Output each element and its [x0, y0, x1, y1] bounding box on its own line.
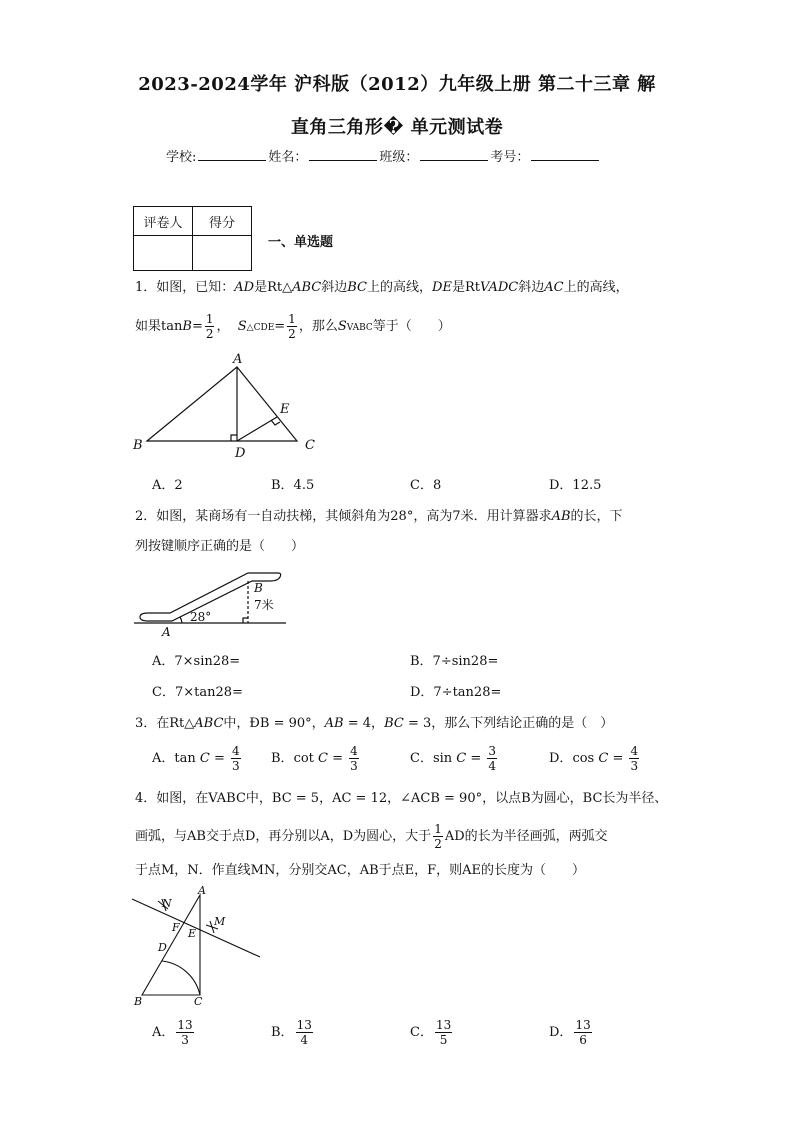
q4-figure	[128, 885, 268, 1010]
q2-figure	[130, 565, 290, 640]
q4-option-a[interactable]: A． $\frac{13}{3}$	[152, 1018, 193, 1047]
q1-text: 斜边	[518, 280, 545, 295]
q1-text: 是Rt△	[254, 280, 293, 295]
label-d: D	[235, 446, 246, 461]
class-label: 班级：	[379, 150, 419, 165]
q3-var: ABC	[194, 716, 224, 731]
label-m: M	[214, 915, 226, 928]
q3-var: BC	[384, 716, 404, 731]
label-c: C	[305, 438, 315, 453]
label-f: F	[172, 921, 180, 934]
q1-option-b[interactable]: B．4.5	[271, 478, 315, 493]
q4-line-1: 4．如图，在VABC中，BC = 5，AC = 12，∠ACB = 90°，以点B为圆心，BC长为半径、	[135, 791, 668, 806]
label-d: D	[158, 941, 167, 954]
number-label: 考号：	[490, 150, 530, 165]
angle-arc	[180, 617, 182, 623]
q2-text: 2．如图，某商场有一自动扶梯，其倾斜角为28°，高为7米．用计算器求	[135, 509, 552, 524]
q1-eq: =	[274, 319, 286, 334]
label-a: A	[162, 625, 171, 639]
q3-text: = 4，	[343, 716, 385, 731]
q1-figure	[125, 345, 325, 465]
label-b: B	[133, 438, 143, 453]
q2-option-c[interactable]: C．7×tan28=	[152, 685, 243, 700]
school-field[interactable]	[198, 148, 266, 161]
q4-fraction: $\frac{1}{2}$	[434, 822, 442, 851]
label-a: A	[233, 352, 243, 367]
triangle-abc	[142, 895, 200, 995]
q1-s: S	[337, 319, 347, 334]
right-angle-mark	[271, 420, 280, 425]
q4-line-2	[135, 822, 608, 851]
q3-var: AB	[324, 716, 344, 731]
q1-option-a[interactable]: A．2	[152, 478, 183, 493]
info-line	[166, 146, 601, 165]
section-title: 一、单选题	[268, 235, 334, 250]
q1-var: BC	[347, 280, 368, 295]
q1-eq: =	[191, 319, 203, 334]
label-b: B	[134, 995, 143, 1008]
class-field[interactable]	[420, 148, 488, 161]
q3-option-d[interactable]: D．cos C = $\frac{4}{3}$	[549, 744, 639, 773]
label-c: C	[194, 995, 203, 1008]
q1-var: AC	[544, 280, 564, 295]
q4-line-3: 于点M，N．作直线MN，分别交AC，AB于点E，F，则AE的长度为（ ）	[135, 863, 586, 878]
triangle-abc	[147, 367, 297, 441]
q2-option-b[interactable]: B．7÷sin28=	[410, 654, 499, 669]
q1-text: 等于（ ）	[372, 319, 451, 334]
q1-option-d[interactable]: D．12.5	[549, 478, 602, 493]
q1-fraction: $\frac{1}{2}$	[205, 312, 214, 341]
height-label: 7米	[254, 598, 274, 612]
label-b: B	[254, 581, 263, 595]
q4-option-c[interactable]: C． $\frac{13}{5}$	[410, 1018, 452, 1047]
q1-text: 1．如图，已知：	[135, 280, 235, 295]
q1-text: ，	[216, 319, 230, 334]
q2-line-2: 列按键顺序正确的是（ ）	[135, 539, 305, 554]
reviewer-header: 评卷人	[134, 207, 193, 236]
q3-line-1	[135, 714, 613, 734]
q3-text: 3．在Rt△	[135, 716, 195, 731]
label-a: A	[198, 885, 206, 897]
title-line-1: 2023-2024学年 沪科版（2012）九年级上册 第二十三章 解	[138, 74, 656, 95]
score-cell[interactable]	[193, 236, 252, 271]
q1-text: 上的高线，	[563, 280, 629, 295]
grade-table	[133, 206, 252, 271]
q4-option-d[interactable]: D． $\frac{13}{6}$	[549, 1018, 591, 1047]
q3-option-b[interactable]: B．cot C = $\frac{4}{3}$	[271, 744, 358, 773]
q1-text: ，那么	[298, 319, 338, 334]
q2-option-a[interactable]: A．7×sin28=	[152, 654, 241, 669]
q4-text: 画弧，与AB交于点D，再分别以A，D为圆心，大于	[135, 829, 432, 844]
q1-line-1	[135, 278, 629, 298]
q1-var: B	[182, 319, 192, 334]
q1-line-2	[135, 312, 451, 341]
q1-fraction-2: $\frac{1}{2}$	[288, 312, 296, 341]
q1-tan: tan	[161, 319, 183, 334]
label-e: E	[188, 927, 197, 940]
title-line-2: 直角三角形� 单元测试卷	[290, 117, 504, 138]
q4-text: AD的长为半径画弧，两弧交	[444, 829, 608, 844]
q1-s-sub: VABC	[346, 323, 373, 333]
q1-text: 如果	[135, 319, 162, 334]
q2-text: 的长，下	[570, 509, 623, 524]
q2-option-d[interactable]: D．7÷tan28=	[410, 685, 502, 700]
angle-label: 28°	[190, 610, 212, 624]
q3-text: = 3，那么下列结论正确的是（ ）	[403, 716, 614, 731]
label-n: N	[162, 897, 172, 910]
q1-text: 斜边	[321, 280, 348, 295]
q1-text: 是Rt	[451, 280, 480, 295]
school-label: 学校:	[166, 150, 197, 165]
name-field[interactable]	[309, 148, 377, 161]
q1-var: ABC	[292, 280, 322, 295]
q1-option-c[interactable]: C．8	[410, 478, 442, 493]
name-label: 姓名：	[268, 150, 308, 165]
reviewer-cell[interactable]	[134, 236, 193, 271]
number-field[interactable]	[531, 148, 599, 161]
q1-s-sub: △CDE	[246, 323, 275, 333]
arc-bd	[162, 961, 200, 995]
q2-var: AB	[551, 509, 571, 524]
q1-s: S	[237, 319, 247, 334]
right-angle-mark	[231, 435, 237, 441]
label-e: E	[280, 402, 290, 417]
score-header: 得分	[193, 207, 252, 236]
q2-line-1	[135, 507, 623, 527]
q4-option-b[interactable]: B． $\frac{13}{4}$	[271, 1018, 312, 1047]
q3-option-a[interactable]: A．tan C = $\frac{4}{3}$	[152, 744, 240, 773]
q1-var: VADC	[479, 280, 519, 295]
right-angle-mark	[243, 618, 248, 623]
q1-var: AD	[234, 280, 255, 295]
q1-var: DE	[432, 280, 452, 295]
q1-text: 上的高线，	[367, 280, 433, 295]
q3-text: 中，ÐB = 90°，	[223, 716, 325, 731]
q3-option-c[interactable]: C．sin C = $\frac{3}{4}$	[410, 744, 497, 773]
